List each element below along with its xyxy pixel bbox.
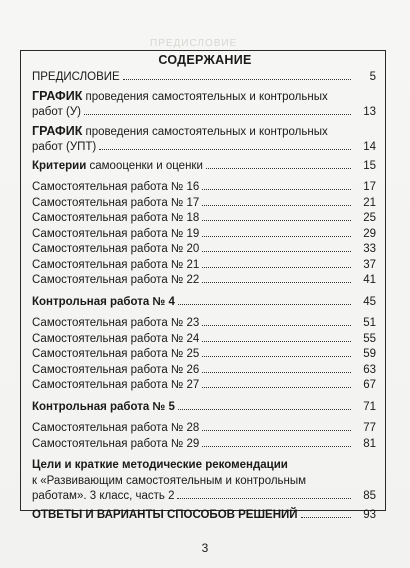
toc-page: 51 — [363, 317, 376, 329]
dot-leader — [202, 197, 351, 206]
toc-label: Самостоятельная работа № 20 — [32, 243, 200, 255]
dot-leader — [178, 401, 351, 410]
toc-label: работ (У) — [32, 106, 81, 118]
toc-label-line: к «Развивающим самостоятельным и контрольным — [32, 474, 307, 487]
toc-page: 93 — [363, 508, 376, 521]
dot-leader — [202, 348, 351, 357]
dot-leader — [202, 364, 351, 373]
toc-entry-schedule-upt[interactable] — [32, 124, 376, 156]
toc-entry-goals[interactable] — [32, 458, 376, 505]
toc-entry[interactable] — [32, 378, 376, 394]
toc-entry[interactable] — [32, 363, 376, 379]
toc-page: 37 — [363, 258, 376, 271]
toc-label: Самостоятельная работа № 28 — [32, 422, 200, 434]
toc-page: 21 — [363, 196, 376, 209]
dot-leader — [99, 141, 351, 150]
toc-entry[interactable] — [32, 332, 376, 348]
dot-leader — [202, 212, 351, 221]
dot-leader — [202, 438, 351, 447]
toc-label: Контрольная работа № 5 — [32, 400, 175, 413]
toc-entry[interactable] — [32, 347, 376, 363]
toc-entry-line — [32, 140, 376, 156]
toc-entry[interactable] — [32, 227, 376, 243]
dot-leader — [202, 333, 351, 342]
toc-page: 29 — [363, 227, 376, 240]
toc-label-line — [32, 89, 376, 106]
dot-leader — [123, 71, 351, 80]
toc-entry[interactable] — [32, 421, 376, 437]
toc-label: Самостоятельная работа № 17 — [32, 196, 200, 209]
toc-page: 77 — [363, 422, 376, 434]
dot-leader — [202, 228, 351, 237]
toc-label: Самостоятельная работа № 26 — [32, 363, 200, 376]
toc-page: 33 — [363, 243, 376, 255]
toc-group-2 — [32, 316, 376, 394]
toc-entry-control-4[interactable] — [32, 295, 376, 311]
toc-label: ОТВЕТЫ И ВАРИАНТЫ СПОСОБОВ РЕШЕНИЙ — [32, 508, 298, 521]
toc-entry[interactable] — [32, 242, 376, 258]
toc-label-bold: ГРАФИК — [32, 123, 83, 138]
bleed-through-text: ПРЕДИСЛОВИЕ — [150, 38, 238, 49]
page-number: 3 — [201, 541, 209, 555]
toc-label: ПРЕДИСЛОВИЕ — [32, 71, 120, 83]
dot-leader — [178, 296, 351, 305]
toc-label-line: Цели и краткие методические рекомендации — [32, 459, 288, 471]
dot-leader — [202, 317, 351, 326]
toc-label-rest: самооценки и оценки — [86, 159, 203, 172]
toc-label: Самостоятельная работа № 29 — [32, 437, 200, 450]
toc-label-line — [32, 124, 376, 141]
toc-entry-criteria[interactable] — [32, 159, 376, 175]
toc-entry[interactable] — [32, 258, 376, 274]
toc-label: Самостоятельная работа № 19 — [32, 227, 200, 240]
toc-entry-control-5[interactable] — [32, 400, 376, 416]
dot-leader — [202, 379, 351, 388]
toc-label-bold: ГРАФИК — [32, 88, 83, 103]
page-title: СОДЕРЖАНИЕ — [158, 53, 252, 67]
toc-entry[interactable] — [32, 273, 376, 289]
toc-page: 13 — [363, 106, 376, 118]
toc-label: Самостоятельная работа № 27 — [32, 379, 200, 391]
toc-page: 71 — [363, 400, 376, 413]
table-of-contents — [32, 70, 376, 523]
dot-leader — [202, 274, 351, 283]
dot-leader — [84, 106, 351, 115]
toc-page: 45 — [363, 295, 376, 308]
toc-page: 41 — [363, 274, 376, 286]
toc-page: 81 — [363, 437, 376, 450]
toc-label-rest: проведения самостоятельных и контрольных — [82, 125, 328, 138]
toc-group-1 — [32, 180, 376, 289]
dot-leader — [177, 490, 351, 499]
toc-page: 17 — [363, 181, 376, 193]
toc-entry-schedule-u[interactable] — [32, 89, 376, 121]
toc-label — [32, 159, 203, 175]
toc-page: 5 — [369, 71, 376, 83]
toc-label: работ (УПТ) — [32, 141, 97, 153]
dot-leader — [202, 422, 351, 431]
toc-label: Самостоятельная работа № 23 — [32, 317, 200, 329]
toc-page: 25 — [363, 212, 376, 224]
dot-leader — [202, 243, 351, 252]
toc-entry[interactable] — [32, 437, 376, 453]
toc-entry-preface[interactable] — [32, 70, 376, 86]
dot-leader — [301, 509, 351, 518]
toc-entry-line — [32, 489, 376, 505]
toc-page: 85 — [363, 490, 376, 502]
toc-page: 67 — [363, 379, 376, 391]
toc-page: 59 — [363, 348, 376, 360]
toc-entry[interactable] — [32, 180, 376, 196]
toc-group-3 — [32, 421, 376, 452]
toc-label: Контрольная работа № 4 — [32, 295, 175, 308]
toc-label: работам». 3 класс, часть 2 — [32, 490, 175, 502]
toc-label: Самостоятельная работа № 18 — [32, 212, 200, 224]
toc-label-rest: проведения самостоятельных и контрольных — [82, 90, 328, 103]
dot-leader — [206, 160, 351, 169]
toc-label: Самостоятельная работа № 21 — [32, 258, 200, 271]
toc-entry[interactable] — [32, 196, 376, 212]
toc-label-bold: Критерии — [32, 159, 87, 172]
toc-label: Самостоятельная работа № 16 — [32, 181, 200, 193]
toc-page: 15 — [363, 159, 376, 172]
toc-label: Самостоятельная работа № 24 — [32, 332, 200, 345]
toc-label: Самостоятельная работа № 22 — [32, 274, 200, 286]
dot-leader — [202, 181, 351, 190]
toc-entry[interactable] — [32, 316, 376, 332]
toc-page: 63 — [363, 363, 376, 376]
dot-leader — [202, 259, 351, 268]
toc-entry-answers[interactable] — [32, 508, 376, 524]
toc-page: 14 — [363, 141, 376, 153]
toc-page: 55 — [363, 332, 376, 345]
toc-label: Самостоятельная работа № 25 — [32, 348, 200, 360]
toc-entry[interactable] — [32, 211, 376, 227]
toc-entry-line — [32, 105, 376, 121]
